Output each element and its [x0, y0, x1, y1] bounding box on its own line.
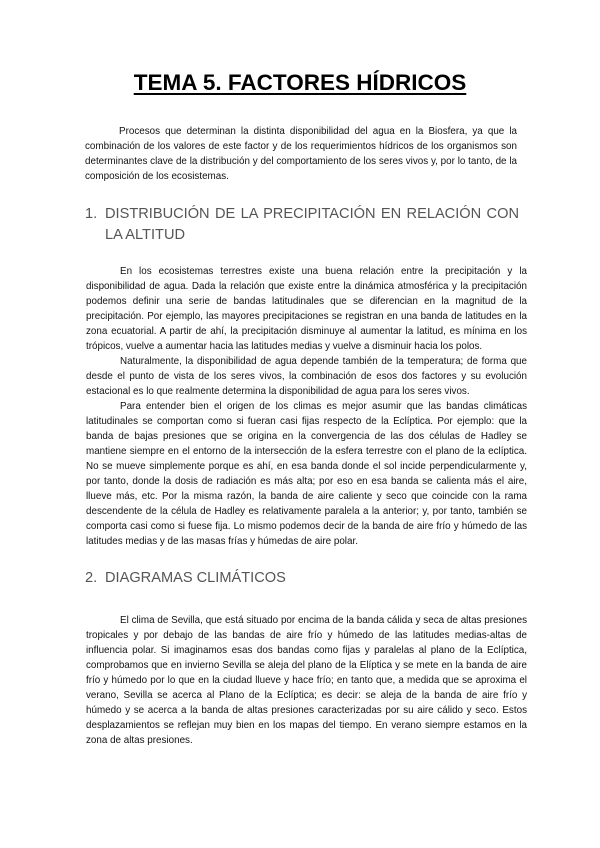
section-number: 2.: [85, 570, 98, 586]
body-paragraph: En los ecosistemas terrestres existe una buena relación entre la precipitación y la disponibilidad de agua. Dada la relación que existe entre la dinámica atmosférica y la precipitación podemos definir una serie de bandas latitudinales que se diferencian en la magnitud de la precipitación. Por ejemplo, las mayores precipitaciones se registran en una banda de latitudes en la zona ecuatorial. A partir de ahí, la precipitación disminuye al aumentar la latitud, es mínima en los trópicos, vuelve a aumentar hacia las latitudes medias y vuelve a disminuir hacia los polos.: [86, 266, 527, 352]
section-heading-1: [85, 204, 519, 246]
section-2-body: [86, 613, 527, 748]
section-1-body: [86, 264, 527, 549]
body-paragraph: Naturalmente, la disponibilidad de agua depende también de la temperatura; de forma que desde el punto de vista de los seres vivos, la combinación de esos dos factores y su evolución estacional es lo que realmente determina la disponibilidad de agua para los seres vivos.: [86, 356, 527, 397]
section-title: DISTRIBUCIÓN DE LA PRECIPITACIÓN EN RELACIÓN CON LA ALTITUD: [105, 206, 519, 243]
section-title: DIAGRAMAS CLIMÁTICOS: [105, 570, 286, 586]
body-paragraph: Para entender bien el origen de los climas es mejor asumir que las bandas climáticas latitudinales se comportan como si fueran casi fijas respecto de la Eclíptica. Por ejemplo: que la banda de bajas presiones que se origina en la convergencia de las dos células de Hadley se mantiene siempre en el entorno de la intersección de la esfera terrestre con el plano de la eclíptica. No se mueve simplemente porque es ahí, en esa banda donde el sol incide perpendicularmente y, por tanto, donde la dosis de radiación es más alta; por eso en esa banda se calienta más el aire, llueve más, etc. Por la misma razón, la banda de aire caliente y seco que coincide con la rama descendente de la célula de Hadley es relativamente paralela a la anterior; y, por tanto, también se comporta casi como si fuese fija. Lo mismo podemos decir de la banda de aire frío y húmedo de las latitudes medias y de las masas frías y húmedas de aire polar.: [86, 401, 527, 547]
intro-paragraph: Procesos que determinan la distinta disponibilidad del agua en la Biosfera, ya que la combinación de los valores de este factor y de los requerimientos hídricos de los organismos son determinantes clave de la distribución y del comportamiento de los seres vivos y, por lo tanto, de la composición de los ecosistemas.: [85, 126, 517, 182]
page-title: TEMA 5. FACTORES HÍDRICOS: [133, 70, 467, 95]
body-paragraph: El clima de Sevilla, que está situado por encima de la banda cálida y seca de altas presiones tropicales y por debajo de las bandas de aire frío y húmedo de las latitudes medias-altas de influencia polar. Si imaginamos esas dos bandas como fijas y paralelas al plano de la Eclíptica, comprobamos que en invierno Sevilla se aleja del plano de la Elíptica y se mete en la banda de aire frío y húmedo por lo que en la ciudad llueve y hace frío; en tanto que, a medida que se aproxima el verano, Sevilla se acerca al Plano de la Eclíptica; es decir: se aleja de la banda de aire frío y húmedo y se acerca a la banda de altas presiones caracterizadas por su aire cálido y seco. Estos desplazamientos se reflejan muy bien en los mapas del tiempo. En verano siempre estamos en la zona de altas presiones.: [86, 615, 527, 746]
section-heading-2: [85, 568, 519, 589]
section-number: 1.: [85, 206, 98, 222]
